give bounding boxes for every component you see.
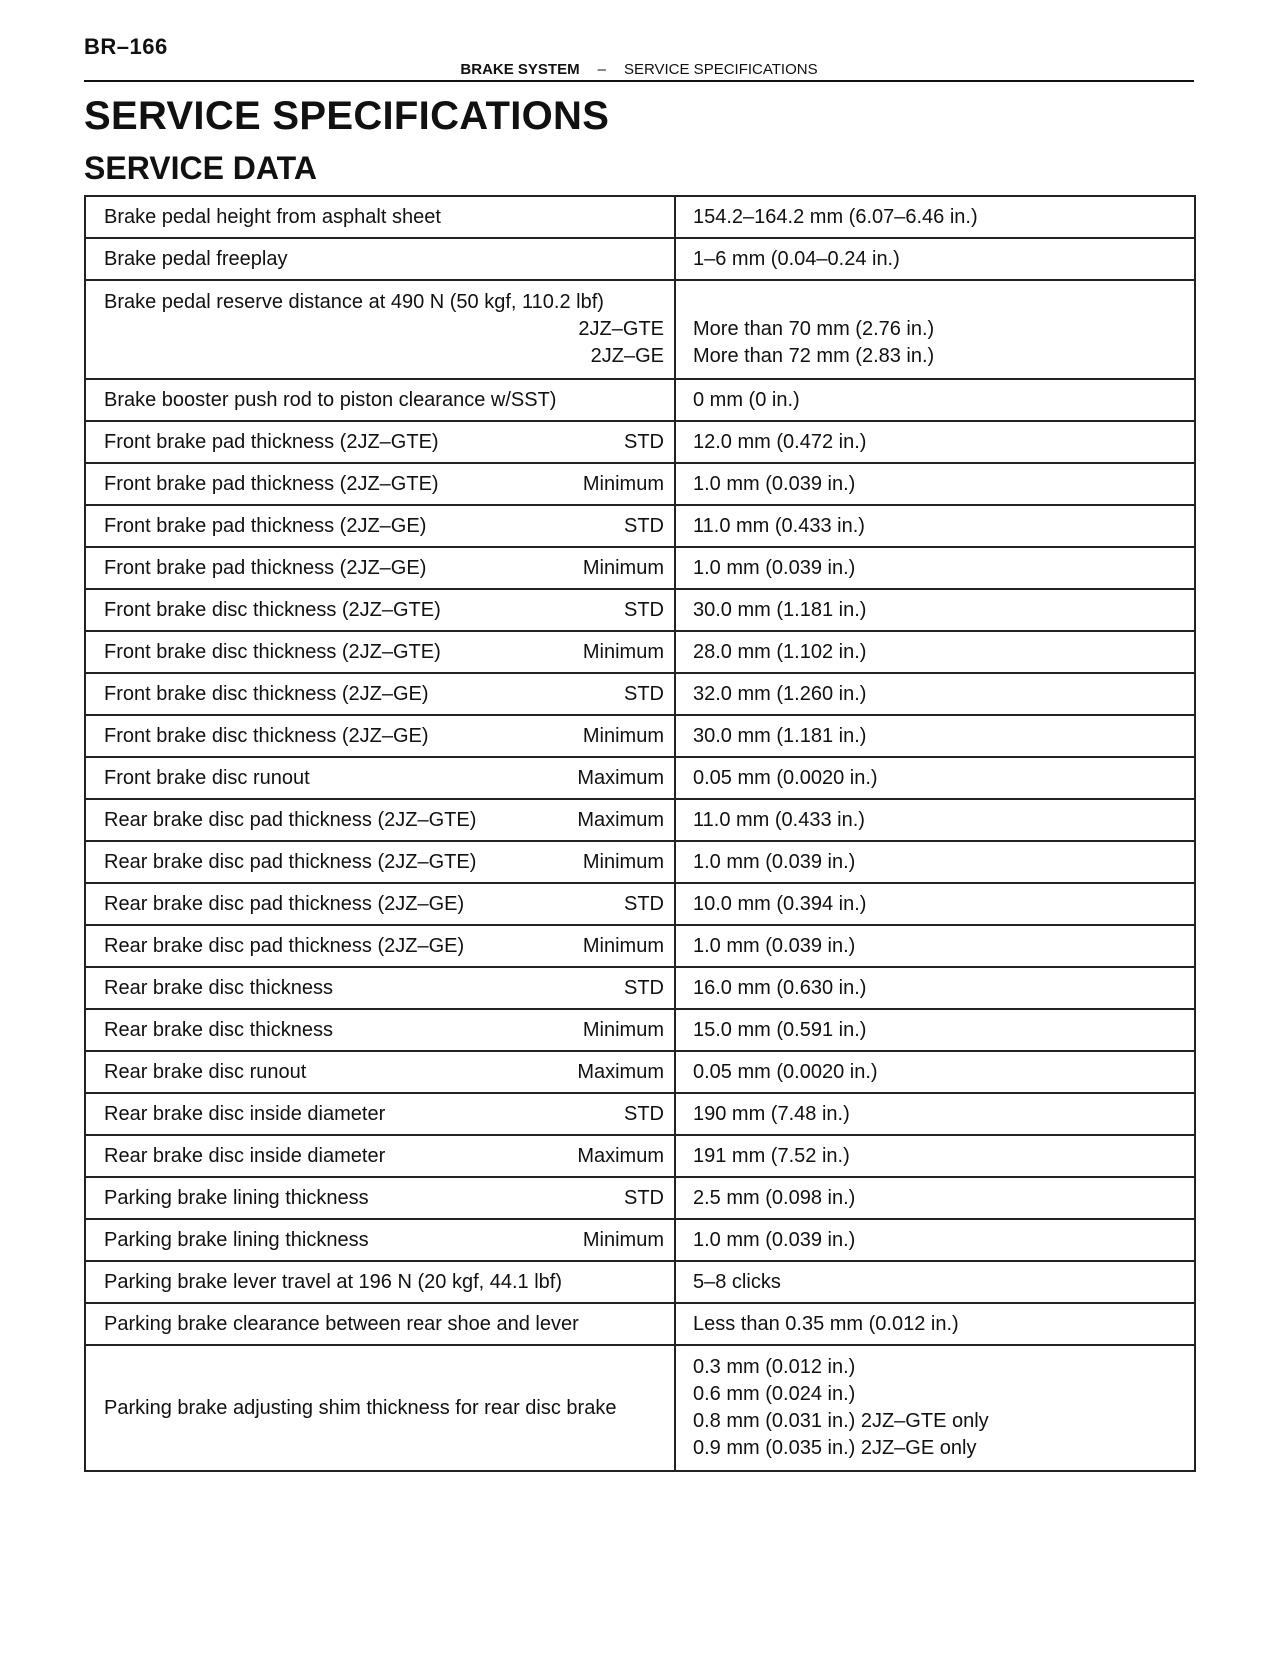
spec-condition: STD bbox=[624, 892, 664, 915]
spec-item-cell bbox=[85, 1051, 675, 1093]
spec-value: 1.0 mm (0.039 in.) bbox=[693, 850, 856, 873]
spec-value: 30.0 mm (1.181 in.) bbox=[693, 724, 867, 747]
spec-condition: Maximum bbox=[577, 1060, 664, 1083]
table-row bbox=[85, 379, 1195, 421]
spec-item-label: Rear brake disc runout bbox=[104, 1060, 307, 1083]
spec-value-cell bbox=[675, 1135, 1195, 1177]
spec-value-cell bbox=[675, 238, 1195, 280]
spec-value-cell bbox=[675, 196, 1195, 238]
table-row bbox=[85, 1219, 1195, 1261]
spec-item-label: Brake pedal reserve distance at 490 N (50 kgf, 110.2 lbf) bbox=[104, 291, 604, 313]
spec-value-cell bbox=[675, 757, 1195, 799]
spec-value: 0.05 mm (0.0020 in.) bbox=[693, 766, 878, 789]
spec-value: 1–6 mm (0.04–0.24 in.) bbox=[693, 247, 900, 270]
spec-value-cell bbox=[675, 547, 1195, 589]
spec-value: 5–8 clicks bbox=[693, 1270, 781, 1293]
spec-item-label: Front brake pad thickness (2JZ–GE) bbox=[104, 556, 427, 579]
spec-value-cell bbox=[675, 715, 1195, 757]
spec-value: 1.0 mm (0.039 in.) bbox=[693, 1228, 856, 1251]
spec-sub-label: 2JZ–GE bbox=[590, 345, 664, 367]
spec-condition: Minimum bbox=[582, 1228, 664, 1251]
table-row bbox=[85, 715, 1195, 757]
spec-condition: Minimum bbox=[582, 934, 664, 957]
spec-value-cell bbox=[675, 1261, 1195, 1303]
spec-item-cell bbox=[85, 1093, 675, 1135]
spec-item-cell bbox=[85, 925, 675, 967]
spec-value-cell bbox=[675, 799, 1195, 841]
spec-item-cell bbox=[85, 1303, 675, 1345]
spec-item-cell bbox=[85, 238, 675, 280]
spec-item-cell bbox=[85, 841, 675, 883]
spec-item-cell bbox=[85, 967, 675, 1009]
spec-item-cell bbox=[85, 421, 675, 463]
spec-item-cell bbox=[85, 589, 675, 631]
spec-condition: Minimum bbox=[582, 850, 664, 873]
spec-item-cell bbox=[85, 883, 675, 925]
spec-value: 16.0 mm (0.630 in.) bbox=[693, 976, 867, 999]
table-row bbox=[85, 1345, 1195, 1471]
spec-value: 30.0 mm (1.181 in.) bbox=[693, 598, 867, 621]
table-row bbox=[85, 589, 1195, 631]
spec-value: Less than 0.35 mm (0.012 in.) bbox=[693, 1312, 959, 1335]
spec-item-label: Parking brake adjusting shim thickness for rear disc brake bbox=[104, 1396, 617, 1419]
spec-value-cell bbox=[675, 673, 1195, 715]
spec-item-label: Rear brake disc thickness bbox=[104, 976, 333, 999]
running-header bbox=[84, 60, 1194, 82]
spec-item-cell bbox=[85, 715, 675, 757]
spec-item-cell bbox=[85, 1261, 675, 1303]
table-row bbox=[85, 1135, 1195, 1177]
spec-value: 2.5 mm (0.098 in.) bbox=[693, 1186, 856, 1209]
spec-condition: Minimum bbox=[582, 472, 664, 495]
table-row bbox=[85, 967, 1195, 1009]
spec-item-label: Rear brake disc pad thickness (2JZ–GE) bbox=[104, 934, 465, 957]
spec-item-cell bbox=[85, 505, 675, 547]
spec-item-cell bbox=[85, 1177, 675, 1219]
table-row bbox=[85, 280, 1195, 379]
spec-value-line: 0.3 mm (0.012 in.) bbox=[693, 1356, 856, 1378]
spec-value-cell bbox=[675, 280, 1195, 379]
spec-item-cell bbox=[85, 547, 675, 589]
table-row bbox=[85, 1177, 1195, 1219]
table-row bbox=[85, 925, 1195, 967]
spec-value-cell bbox=[675, 631, 1195, 673]
spec-value: 1.0 mm (0.039 in.) bbox=[693, 472, 856, 495]
spec-item-cell bbox=[85, 1135, 675, 1177]
spec-item-label: Front brake pad thickness (2JZ–GE) bbox=[104, 514, 427, 537]
spec-value: 11.0 mm (0.433 in.) bbox=[693, 514, 865, 537]
spec-value-cell bbox=[675, 1177, 1195, 1219]
spec-item-label: Rear brake disc inside diameter bbox=[104, 1144, 386, 1167]
page-title: SERVICE SPECIFICATIONS bbox=[84, 94, 610, 138]
spec-item-label: Front brake pad thickness (2JZ–GTE) bbox=[104, 430, 439, 453]
spec-condition: STD bbox=[624, 514, 664, 537]
table-row bbox=[85, 196, 1195, 238]
table-row bbox=[85, 238, 1195, 280]
spec-item-label: Front brake pad thickness (2JZ–GTE) bbox=[104, 472, 439, 495]
spec-value-cell bbox=[675, 967, 1195, 1009]
spec-item-label: Rear brake disc inside diameter bbox=[104, 1102, 386, 1125]
spec-condition: Maximum bbox=[577, 766, 664, 789]
table-row bbox=[85, 463, 1195, 505]
spec-value-cell bbox=[675, 1051, 1195, 1093]
table-row bbox=[85, 799, 1195, 841]
spec-value-cell bbox=[675, 883, 1195, 925]
spec-item-cell bbox=[85, 1345, 675, 1471]
spec-item-cell bbox=[85, 631, 675, 673]
subsection-name: SERVICE SPECIFICATIONS bbox=[623, 61, 818, 78]
table-row bbox=[85, 1051, 1195, 1093]
spec-item-label: Front brake disc thickness (2JZ–GTE) bbox=[104, 598, 441, 621]
spec-value-cell bbox=[675, 589, 1195, 631]
spec-item-cell bbox=[85, 1009, 675, 1051]
spec-value: 191 mm (7.52 in.) bbox=[693, 1144, 850, 1167]
spec-condition: STD bbox=[624, 598, 664, 621]
table-row bbox=[85, 421, 1195, 463]
spec-item-cell bbox=[85, 196, 675, 238]
table-row bbox=[85, 1093, 1195, 1135]
section-name: BRAKE SYSTEM bbox=[460, 61, 580, 78]
spec-item-label: Front brake disc thickness (2JZ–GE) bbox=[104, 724, 429, 747]
spec-value: 11.0 mm (0.433 in.) bbox=[693, 808, 865, 831]
spec-item-cell bbox=[85, 1219, 675, 1261]
spec-value-line: 0.9 mm (0.035 in.) 2JZ–GE only bbox=[693, 1437, 977, 1459]
spec-value: 1.0 mm (0.039 in.) bbox=[693, 934, 856, 957]
spec-condition: Minimum bbox=[582, 640, 664, 663]
spec-condition: Minimum bbox=[582, 1018, 664, 1041]
spec-condition: Minimum bbox=[582, 724, 664, 747]
spec-item-label: Rear brake disc pad thickness (2JZ–GTE) bbox=[104, 850, 477, 873]
table-row bbox=[85, 1303, 1195, 1345]
spec-value: 32.0 mm (1.260 in.) bbox=[693, 682, 867, 705]
spec-value-cell bbox=[675, 1009, 1195, 1051]
spec-value: 15.0 mm (0.591 in.) bbox=[693, 1018, 867, 1041]
table-row bbox=[85, 631, 1195, 673]
header-separator: – bbox=[597, 61, 606, 78]
table-row bbox=[85, 505, 1195, 547]
spec-condition: Maximum bbox=[577, 1144, 664, 1167]
spec-condition: STD bbox=[624, 682, 664, 705]
spec-item-label: Brake pedal freeplay bbox=[104, 247, 288, 270]
spec-item-cell bbox=[85, 463, 675, 505]
spec-value: 10.0 mm (0.394 in.) bbox=[693, 892, 867, 915]
table-row bbox=[85, 841, 1195, 883]
spec-value-cell bbox=[675, 925, 1195, 967]
service-data-table bbox=[84, 195, 1196, 1472]
spec-item-cell bbox=[85, 799, 675, 841]
spec-item-label: Front brake disc thickness (2JZ–GE) bbox=[104, 682, 429, 705]
spec-sub-label: 2JZ–GTE bbox=[578, 318, 664, 340]
spec-value-cell bbox=[675, 841, 1195, 883]
page-number: BR–166 bbox=[84, 34, 168, 59]
spec-condition: STD bbox=[624, 976, 664, 999]
spec-value: 0 mm (0 in.) bbox=[693, 388, 800, 411]
spec-item-label: Rear brake disc pad thickness (2JZ–GTE) bbox=[104, 808, 477, 831]
spec-value-cell bbox=[675, 1345, 1195, 1471]
spec-item-label: Parking brake lining thickness bbox=[104, 1228, 369, 1251]
section-subtitle: SERVICE DATA bbox=[84, 150, 317, 186]
spec-value: 12.0 mm (0.472 in.) bbox=[693, 430, 867, 453]
spec-item-label: Parking brake lever travel at 196 N (20 kgf, 44.1 lbf) bbox=[104, 1270, 563, 1293]
spec-value-cell bbox=[675, 1093, 1195, 1135]
spec-item-label: Parking brake clearance between rear shoe and lever bbox=[104, 1312, 579, 1335]
spec-item-cell bbox=[85, 280, 675, 379]
spec-value-cell bbox=[675, 1303, 1195, 1345]
table-row bbox=[85, 757, 1195, 799]
spec-condition: STD bbox=[624, 430, 664, 453]
spec-value: 0.05 mm (0.0020 in.) bbox=[693, 1060, 878, 1083]
spec-value-cell bbox=[675, 379, 1195, 421]
spec-item-label: Front brake disc runout bbox=[104, 766, 310, 789]
spec-item-cell bbox=[85, 379, 675, 421]
table-row bbox=[85, 673, 1195, 715]
spec-condition: Maximum bbox=[577, 808, 664, 831]
spec-condition: Minimum bbox=[582, 556, 664, 579]
table-row bbox=[85, 1261, 1195, 1303]
spec-value-cell bbox=[675, 463, 1195, 505]
spec-value-cell bbox=[675, 421, 1195, 463]
spec-item-label: Brake booster push rod to piston clearance w/SST) bbox=[104, 388, 557, 411]
spec-value-cell bbox=[675, 1219, 1195, 1261]
spec-item-label: Rear brake disc pad thickness (2JZ–GE) bbox=[104, 892, 465, 915]
spec-condition: STD bbox=[624, 1102, 664, 1125]
spec-item-cell bbox=[85, 673, 675, 715]
spec-value: 190 mm (7.48 in.) bbox=[693, 1102, 850, 1125]
spec-item-label: Rear brake disc thickness bbox=[104, 1018, 333, 1041]
table-row bbox=[85, 547, 1195, 589]
spec-item-cell bbox=[85, 757, 675, 799]
spec-value: 1.0 mm (0.039 in.) bbox=[693, 556, 856, 579]
spec-value-line: 0.8 mm (0.031 in.) 2JZ–GTE only bbox=[693, 1410, 989, 1432]
spec-item-label: Front brake disc thickness (2JZ–GTE) bbox=[104, 640, 441, 663]
spec-value: 28.0 mm (1.102 in.) bbox=[693, 640, 867, 663]
spec-value-cell bbox=[675, 505, 1195, 547]
table-row bbox=[85, 1009, 1195, 1051]
table-row bbox=[85, 883, 1195, 925]
spec-value: 154.2–164.2 mm (6.07–6.46 in.) bbox=[693, 205, 978, 228]
spec-item-label: Parking brake lining thickness bbox=[104, 1186, 369, 1209]
spec-item-label: Brake pedal height from asphalt sheet bbox=[104, 205, 441, 228]
spec-sub-value: More than 70 mm (2.76 in.) bbox=[693, 318, 935, 340]
spec-value-line: 0.6 mm (0.024 in.) bbox=[693, 1383, 856, 1405]
spec-sub-value: More than 72 mm (2.83 in.) bbox=[693, 345, 935, 367]
spec-condition: STD bbox=[624, 1186, 664, 1209]
